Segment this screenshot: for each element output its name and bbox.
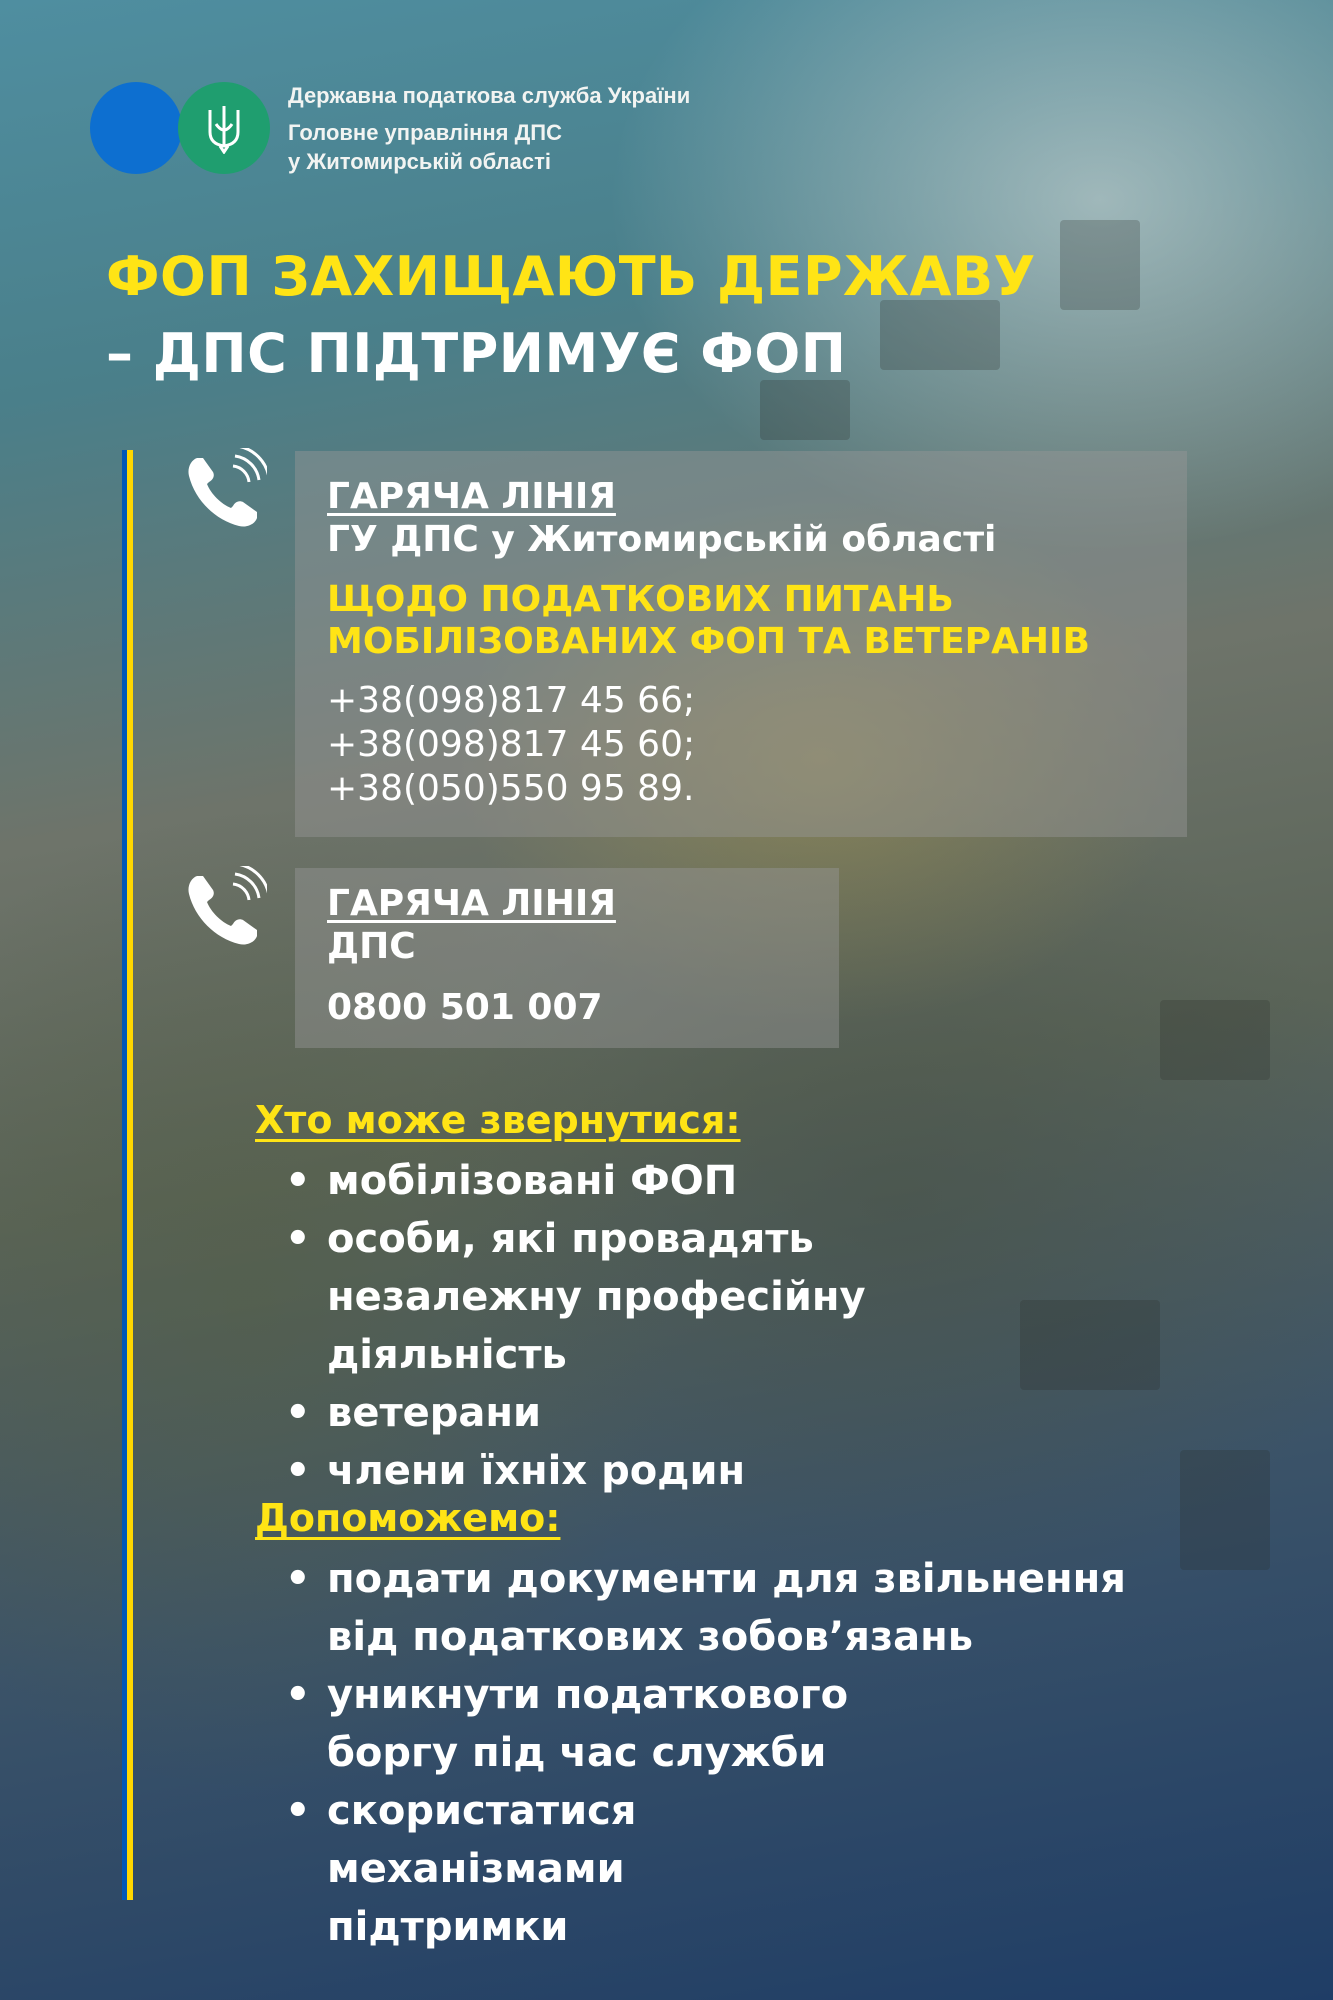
who-can-apply-list: [285, 1152, 967, 1500]
flag-stripe-yellow: [127, 450, 133, 1900]
org-name-line2: Головне управління ДПС: [288, 120, 562, 145]
page-title-line2: – ДПС ПІДТРИМУЄ ФОП: [106, 322, 847, 385]
phone-icon: [183, 448, 267, 532]
background-pattern: [880, 300, 1000, 370]
hotline-regional-heading: ГАРЯЧА ЛІНІЯ: [327, 476, 616, 517]
org-name-line1: Державна податкова служба України: [288, 83, 691, 108]
list-item: • скористатися механізмами підтримки: [285, 1782, 747, 1956]
hotline-topic-line2: МОБІЛІЗОВАНИХ ФОП ТА ВЕТЕРАНІВ: [327, 621, 1090, 662]
phone-number[interactable]: 0800 501 007: [327, 987, 603, 1028]
trident-icon: [178, 82, 270, 174]
hotline-national-heading: ГАРЯЧА ЛІНІЯ: [327, 883, 616, 924]
list-item: • ветерани: [285, 1384, 967, 1442]
background-pattern: [760, 380, 850, 440]
list-item: • уникнути податкового боргу під час служби: [285, 1666, 887, 1782]
phone-number[interactable]: +38(098)817 45 60;: [327, 724, 696, 765]
hotline-national-subheading: ДПС: [327, 926, 416, 967]
page-title-line1: ФОП ЗАХИЩАЮТЬ ДЕРЖАВУ: [106, 245, 1036, 308]
phone-number[interactable]: +38(050)550 95 89.: [327, 768, 695, 809]
list-item: • мобілізовані ФОП: [285, 1152, 967, 1210]
background-pattern: [1020, 1300, 1160, 1390]
phone-icon: [183, 866, 267, 950]
org-name-line3: у Житомирській області: [288, 149, 551, 174]
background-pattern: [1160, 1000, 1270, 1080]
hotline-topic-line1: ЩОДО ПОДАТКОВИХ ПИТАНЬ: [327, 579, 954, 620]
who-can-apply-heading: Хто може звернутися:: [255, 1098, 741, 1142]
hotline-regional-subheading: ГУ ДПС у Житомирській області: [327, 519, 997, 560]
list-item: • члени їхніх родин: [285, 1442, 967, 1500]
list-item: • подати документи для звільнення від податкових зобов’язань: [285, 1550, 1207, 1666]
we-help-heading: Допоможемо:: [255, 1496, 561, 1540]
we-help-list: [285, 1550, 1207, 1956]
background-pattern: [1060, 220, 1140, 310]
hotline-regional-card: [295, 451, 1187, 837]
logo-circle-blue: [90, 82, 182, 174]
hotline-national-card: [295, 868, 839, 1048]
list-item: • особи, які провадять незалежну професійну діяльність: [285, 1210, 967, 1384]
phone-number[interactable]: +38(098)817 45 66;: [327, 680, 696, 721]
